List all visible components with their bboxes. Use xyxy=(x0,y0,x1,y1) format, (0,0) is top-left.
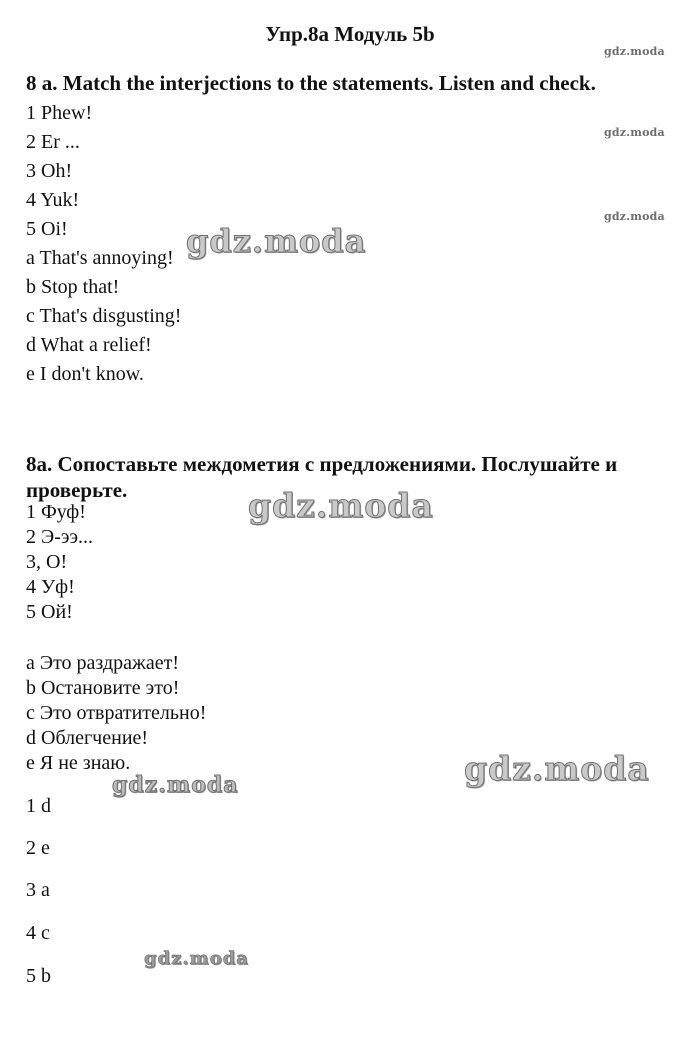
watermark: gdz.moda xyxy=(464,749,650,788)
statement-item: d What a relief! xyxy=(26,334,152,356)
statement-item-ru: d Облегчение! xyxy=(26,727,149,749)
interjection-item-ru: 5 Ой! xyxy=(26,601,73,623)
watermark: gdz.moda xyxy=(248,486,434,525)
statement-item: a That's annoying! xyxy=(26,247,174,269)
interjection-item-ru: 3, О! xyxy=(26,551,68,573)
statement-item-ru: a Это раздражает! xyxy=(26,652,179,674)
watermark: gdz.moda xyxy=(604,210,665,223)
interjection-item-ru: 1 Фуф! xyxy=(26,501,86,523)
interjection-item-ru: 4 Уф! xyxy=(26,576,75,598)
statement-item-ru: e Я не знаю. xyxy=(26,752,131,774)
answer-item: 5 b xyxy=(26,965,51,987)
statement-item-ru: b Остановите это! xyxy=(26,677,180,699)
answer-item: 4 c xyxy=(26,922,50,944)
answer-item: 2 e xyxy=(26,837,50,859)
interjection-item: 3 Oh! xyxy=(26,160,73,182)
watermark: gdz.moda xyxy=(604,45,665,58)
watermark: gdz.moda xyxy=(604,126,665,139)
answer-item: 3 a xyxy=(26,879,50,901)
exercise-heading-russian: 8а. Сопоставьте междометия с предложениями. Послушайте и проверьте. xyxy=(26,452,618,502)
statement-item: e I don't know. xyxy=(26,363,144,385)
answer-item: 1 d xyxy=(26,795,51,817)
watermark: gdz.moda xyxy=(112,772,239,798)
interjection-item: 1 Phew! xyxy=(26,102,93,124)
interjection-item-ru: 2 Э-ээ... xyxy=(26,526,94,548)
statement-item-ru: c Это отвратительно! xyxy=(26,702,207,724)
interjection-item: 2 Er ... xyxy=(26,131,80,153)
watermark: gdz.moda xyxy=(144,948,249,969)
page-title: Упр.8а Модуль 5b xyxy=(265,22,435,46)
interjection-item: 5 Oi! xyxy=(26,218,68,240)
statement-item: b Stop that! xyxy=(26,276,120,298)
statement-item: c That's disgusting! xyxy=(26,305,182,327)
interjection-item: 4 Yuk! xyxy=(26,189,80,211)
exercise-heading-english: 8 a. Match the interjections to the statements. Listen and check. xyxy=(26,71,596,95)
watermark: gdz.moda xyxy=(186,222,367,260)
